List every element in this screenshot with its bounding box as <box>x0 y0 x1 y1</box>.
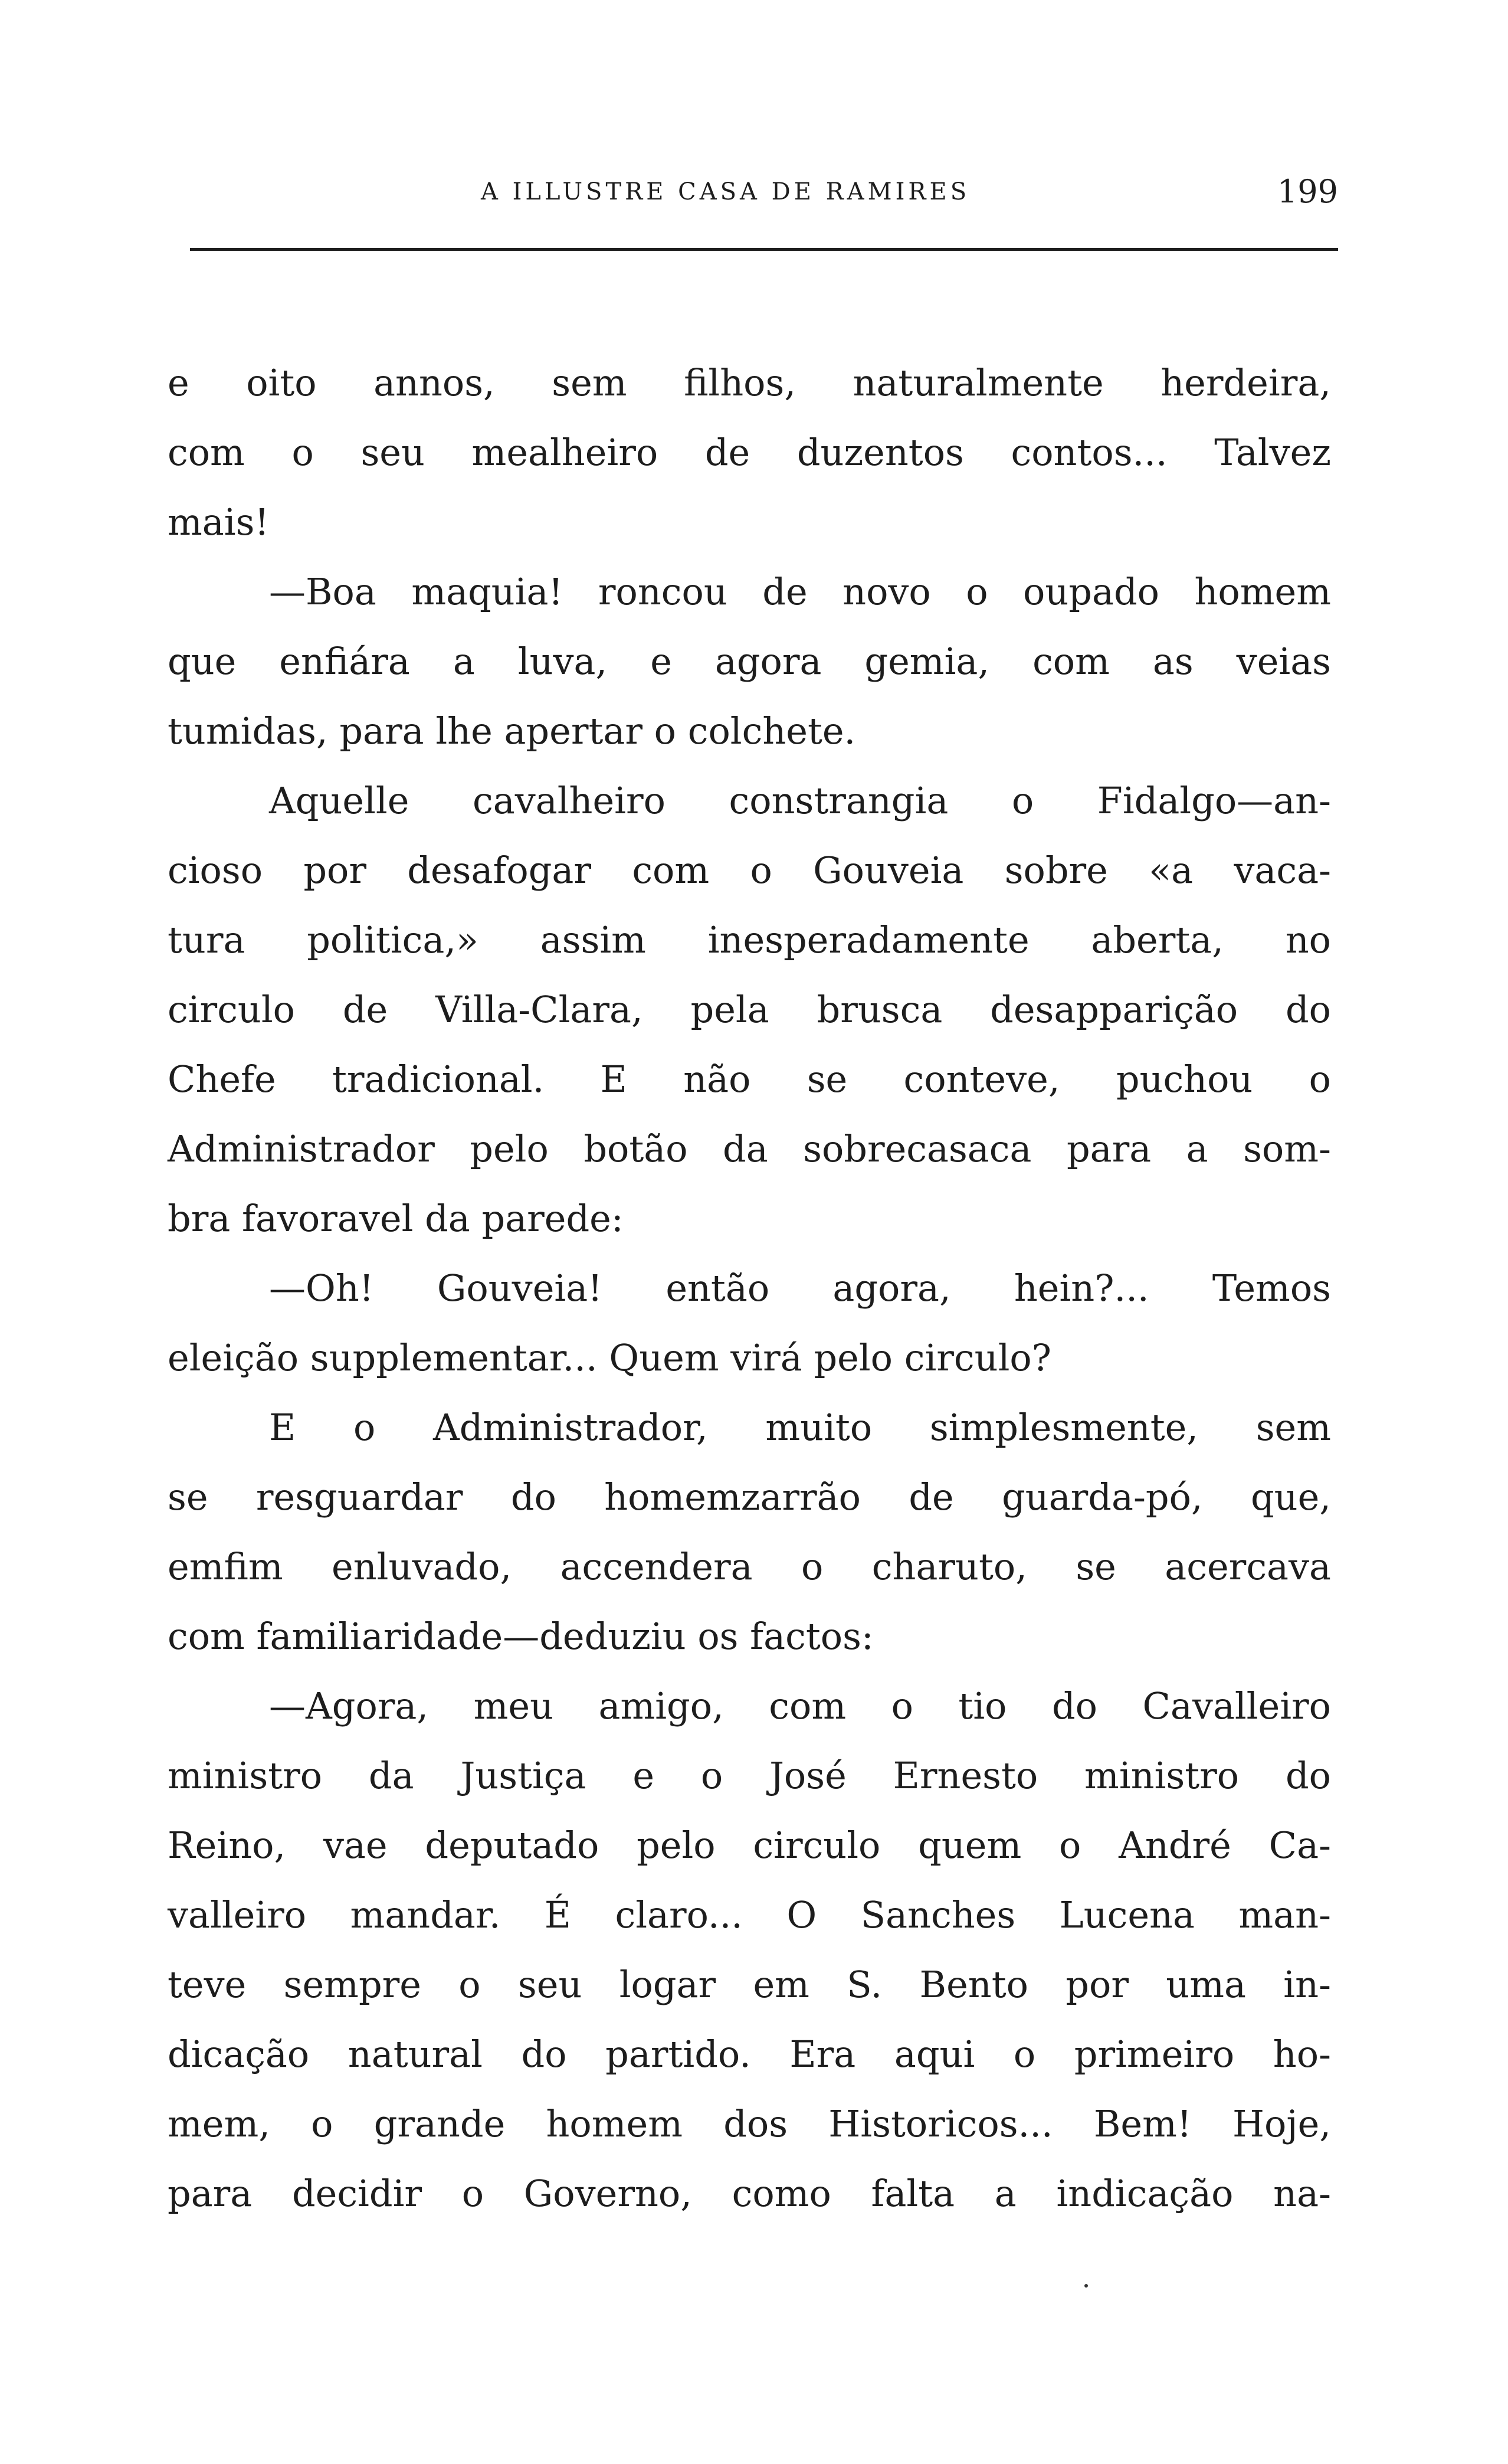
text-line: para decidir o Governo, como falta a indicação na- <box>168 2172 1331 2215</box>
text-line: —Agora, meu amigo, com o tio do Cavalleiro <box>269 1684 1331 1727</box>
text-line: com familiaridade—deduziu os factos: <box>168 1615 874 1658</box>
text-line: Reino, vae deputado pelo circulo quem o André Ca- <box>168 1824 1331 1867</box>
text-line: Aquelle cavalheiro constrangia o Fidalgo—an- <box>269 779 1331 822</box>
text-line: eleição supplementar... Quem virá pelo circulo? <box>168 1336 1051 1379</box>
text-line: com o seu mealheiro de duzentos contos... Talvez <box>168 431 1331 474</box>
text-line: valleiro mandar. É claro... O Sanches Lucena man- <box>168 1893 1331 1936</box>
text-line: mem, o grande homem dos Historicos... Bem! Hoje, <box>168 2102 1331 2145</box>
text-line: teve sempre o seu logar em S. Bento por uma in- <box>168 1963 1331 2006</box>
text-line: Chefe tradicional. E não se conteve, puchou o <box>168 1058 1331 1101</box>
text-line: bra favoravel da parede: <box>168 1197 624 1240</box>
running-head <box>177 171 1338 212</box>
text-line: ministro da Justiça e o José Ernesto ministro do <box>168 1754 1331 1797</box>
text-line: tumidas, para lhe apertar o colchete. <box>168 709 856 752</box>
text-line: dicação natural do partido. Era aqui o primeiro ho- <box>168 2033 1331 2076</box>
header-rule <box>190 248 1338 251</box>
page-number: 199 <box>1277 173 1338 210</box>
text-line: emfim enluvado, accendera o charuto, se acercava <box>168 1545 1331 1588</box>
text-line: E o Administrador, muito simplesmente, sem <box>269 1406 1331 1449</box>
text-line: e oito annos, sem filhos, naturalmente herdeira, <box>168 361 1331 404</box>
running-title: A ILLUSTRE CASA DE RAMIRES <box>481 178 971 205</box>
text-line: —Boa maquia! roncou de novo o oupado homem <box>269 570 1331 613</box>
text-line: que enfiára a luva, e agora gemia, com as veias <box>168 640 1331 683</box>
body-text <box>168 348 1331 2229</box>
text-line: cioso por desafogar com o Gouveia sobre «a vaca- <box>168 849 1331 892</box>
text-line: Administrador pelo botão da sobrecasaca para a som- <box>168 1127 1331 1170</box>
text-line: se resguardar do homemzarrão de guarda-pó, que, <box>168 1475 1331 1519</box>
text-line: tura politica,» assim inesperadamente aberta, no <box>168 918 1331 961</box>
print-speck <box>1084 2284 1088 2288</box>
text-line: circulo de Villa-Clara, pela brusca desapparição do <box>168 988 1331 1031</box>
text-line: —Oh! Gouveia! então agora, hein?... Temos <box>269 1267 1331 1310</box>
text-line: mais! <box>168 500 270 544</box>
